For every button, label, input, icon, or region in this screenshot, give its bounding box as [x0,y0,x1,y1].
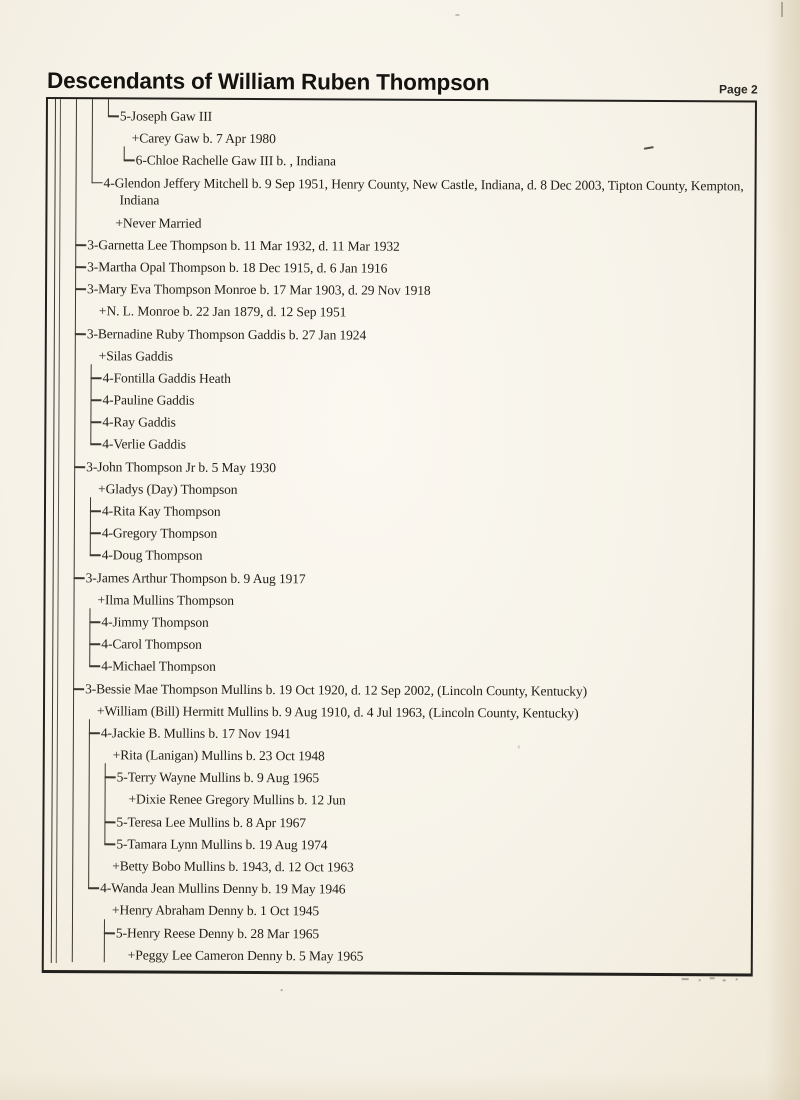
scan-speck [281,989,283,991]
spouse-row: +Rita (Lanigan) Mullins b. 23 Oct 1948 [112,747,325,764]
person-row: 5-Joseph Gaw III [119,108,213,124]
tree-tick [90,422,101,423]
person-row: 3-Bernadine Ruby Thompson Gaddis b. 27 Jan 1924 [86,325,367,343]
tree-branch-line [90,364,92,444]
person-row: 4-Wanda Jean Mullins Denny b. 19 May 1946 [100,880,346,897]
spouse-row: +Gladys (Day) Thompson [98,481,238,497]
tree-tick [108,116,119,117]
person-row: 5-Henry Reese Denny b. 28 Mar 1965 [115,924,320,941]
person-row: 4-Fontilla Gaddis Heath [102,370,231,386]
tree-branch-line [124,146,125,160]
tree-branch-line [88,719,90,888]
person-row: 4-Gregory Thompson [101,525,218,542]
spouse-row: +Peggy Lee Cameron Denny b. 5 May 1965 [127,947,364,964]
person-row: 5-Terry Wayne Mullins b. 9 Aug 1965 [116,769,320,786]
tree-branch-line [89,608,91,666]
tree-branch-line [72,99,78,962]
spouse-row: +Carey Gaw b. 7 Apr 1980 [131,130,276,147]
person-row: 3-John Thompson Jr b. 5 May 1930 [86,458,276,475]
spouse-row: +Silas Gaddis [98,347,173,364]
tree-tick [89,644,100,645]
tree-tick [91,400,102,401]
spouse-row: +Never Married [115,214,202,231]
tree-tick [73,688,84,689]
tree-tick [74,577,85,578]
person-row: 4-Michael Thompson [101,658,216,675]
spouse-row: +William (Bill) Hermitt Mullins b. 9 Aug 1910, d. 4 Jul 1963, (Lincoln County, Kentucky) [96,702,579,721]
person-row: 3-Martha Opal Thompson b. 18 Dec 1915, d. 6 Jan 1916 [87,259,388,276]
person-row: 3-James Arthur Thompson b. 9 Aug 1917 [85,569,306,586]
scan-speck [518,745,520,748]
tree-tick [91,378,102,379]
tree-tick [75,266,86,267]
tree-tick [90,533,101,534]
spouse-row: +Betty Bobo Mullins b. 1943, d. 12 Oct 1963 [112,858,354,875]
tree-tick [90,444,101,445]
tree-branch-line [92,99,94,183]
person-row: 4-Verlie Gaddis [102,436,186,453]
person-row: 3-Garnetta Lee Thompson b. 11 Mar 1932, d. 11 Mar 1932 [87,236,400,254]
tree-tick [90,555,101,556]
spouse-row: +Ilma Mullins Thompson [97,592,235,608]
tree-tick [75,288,86,289]
person-row: 4-Doug Thompson [101,547,203,564]
person-row: 3-Bessie Mae Thompson Mullins b. 19 Oct 1920, d. 12 Sep 2002, (Lincoln County, Kentucky) [85,680,588,699]
spouse-row: +Dixie Renee Gregory Mullins b. 12 Jun [128,791,346,808]
person-row: 4-Carol Thompson [101,636,202,652]
tree-tick [90,511,101,512]
tree-tick [88,888,99,889]
tree-branch-line [90,497,92,555]
tree-tick [105,777,116,778]
person-row: 4-Glendon Jeffery Mitchell b. 9 Sep 1951, Henry County, New Castle, Indiana, d. 8 Dec 2003, Tipton County, Kempton, Indiana [103,174,744,208]
person-row: 4-Ray Gaddis [102,414,176,430]
person-row: 4-Jackie B. Mullins b. 17 Nov 1941 [100,725,292,742]
person-row: 4-Jimmy Thompson [101,614,209,630]
descendant-tree-box [42,97,757,976]
tree-tick [92,182,103,183]
tree-tick [89,733,100,734]
person-row: 4-Rita Kay Thompson [101,503,221,519]
tree-branch-line [104,763,106,844]
person-row: 3-Mary Eva Thompson Monroe b. 17 Mar 1903, d. 29 Nov 1918 [87,281,431,299]
person-row: 4-Pauline Gaddis [102,392,195,408]
tree-tick [104,844,115,845]
tree-tick [75,333,86,334]
person-row: 6-Chloe Rachelle Gaw III b. , Indiana [135,152,336,169]
tree-tick [104,822,115,823]
spouse-row: +Henry Abraham Denny b. 1 Oct 1945 [111,902,320,919]
page-title: Descendants of William Ruben Thompson [47,68,490,96]
tree-tick [124,160,135,161]
tree-branch-line [104,919,106,962]
tree-tick [75,244,86,245]
tree-tick [104,933,115,934]
person-row: 5-Teresa Lee Mullins b. 8 Apr 1967 [116,813,306,830]
tree-connector-lines [44,99,755,973]
person-row: 5-Tamara Lynn Mullins b. 19 Aug 1974 [116,836,328,853]
tree-branch-line [108,99,109,116]
spouse-row: +N. L. Monroe b. 22 Jan 1879, d. 12 Sep 1951 [98,303,347,320]
tree-tick [74,466,85,467]
tree-tick [89,622,100,623]
scan-speck [455,14,459,16]
tree-tick [89,666,100,667]
scan-smudge [682,976,746,983]
page-number-label: Page 2 [719,82,758,97]
